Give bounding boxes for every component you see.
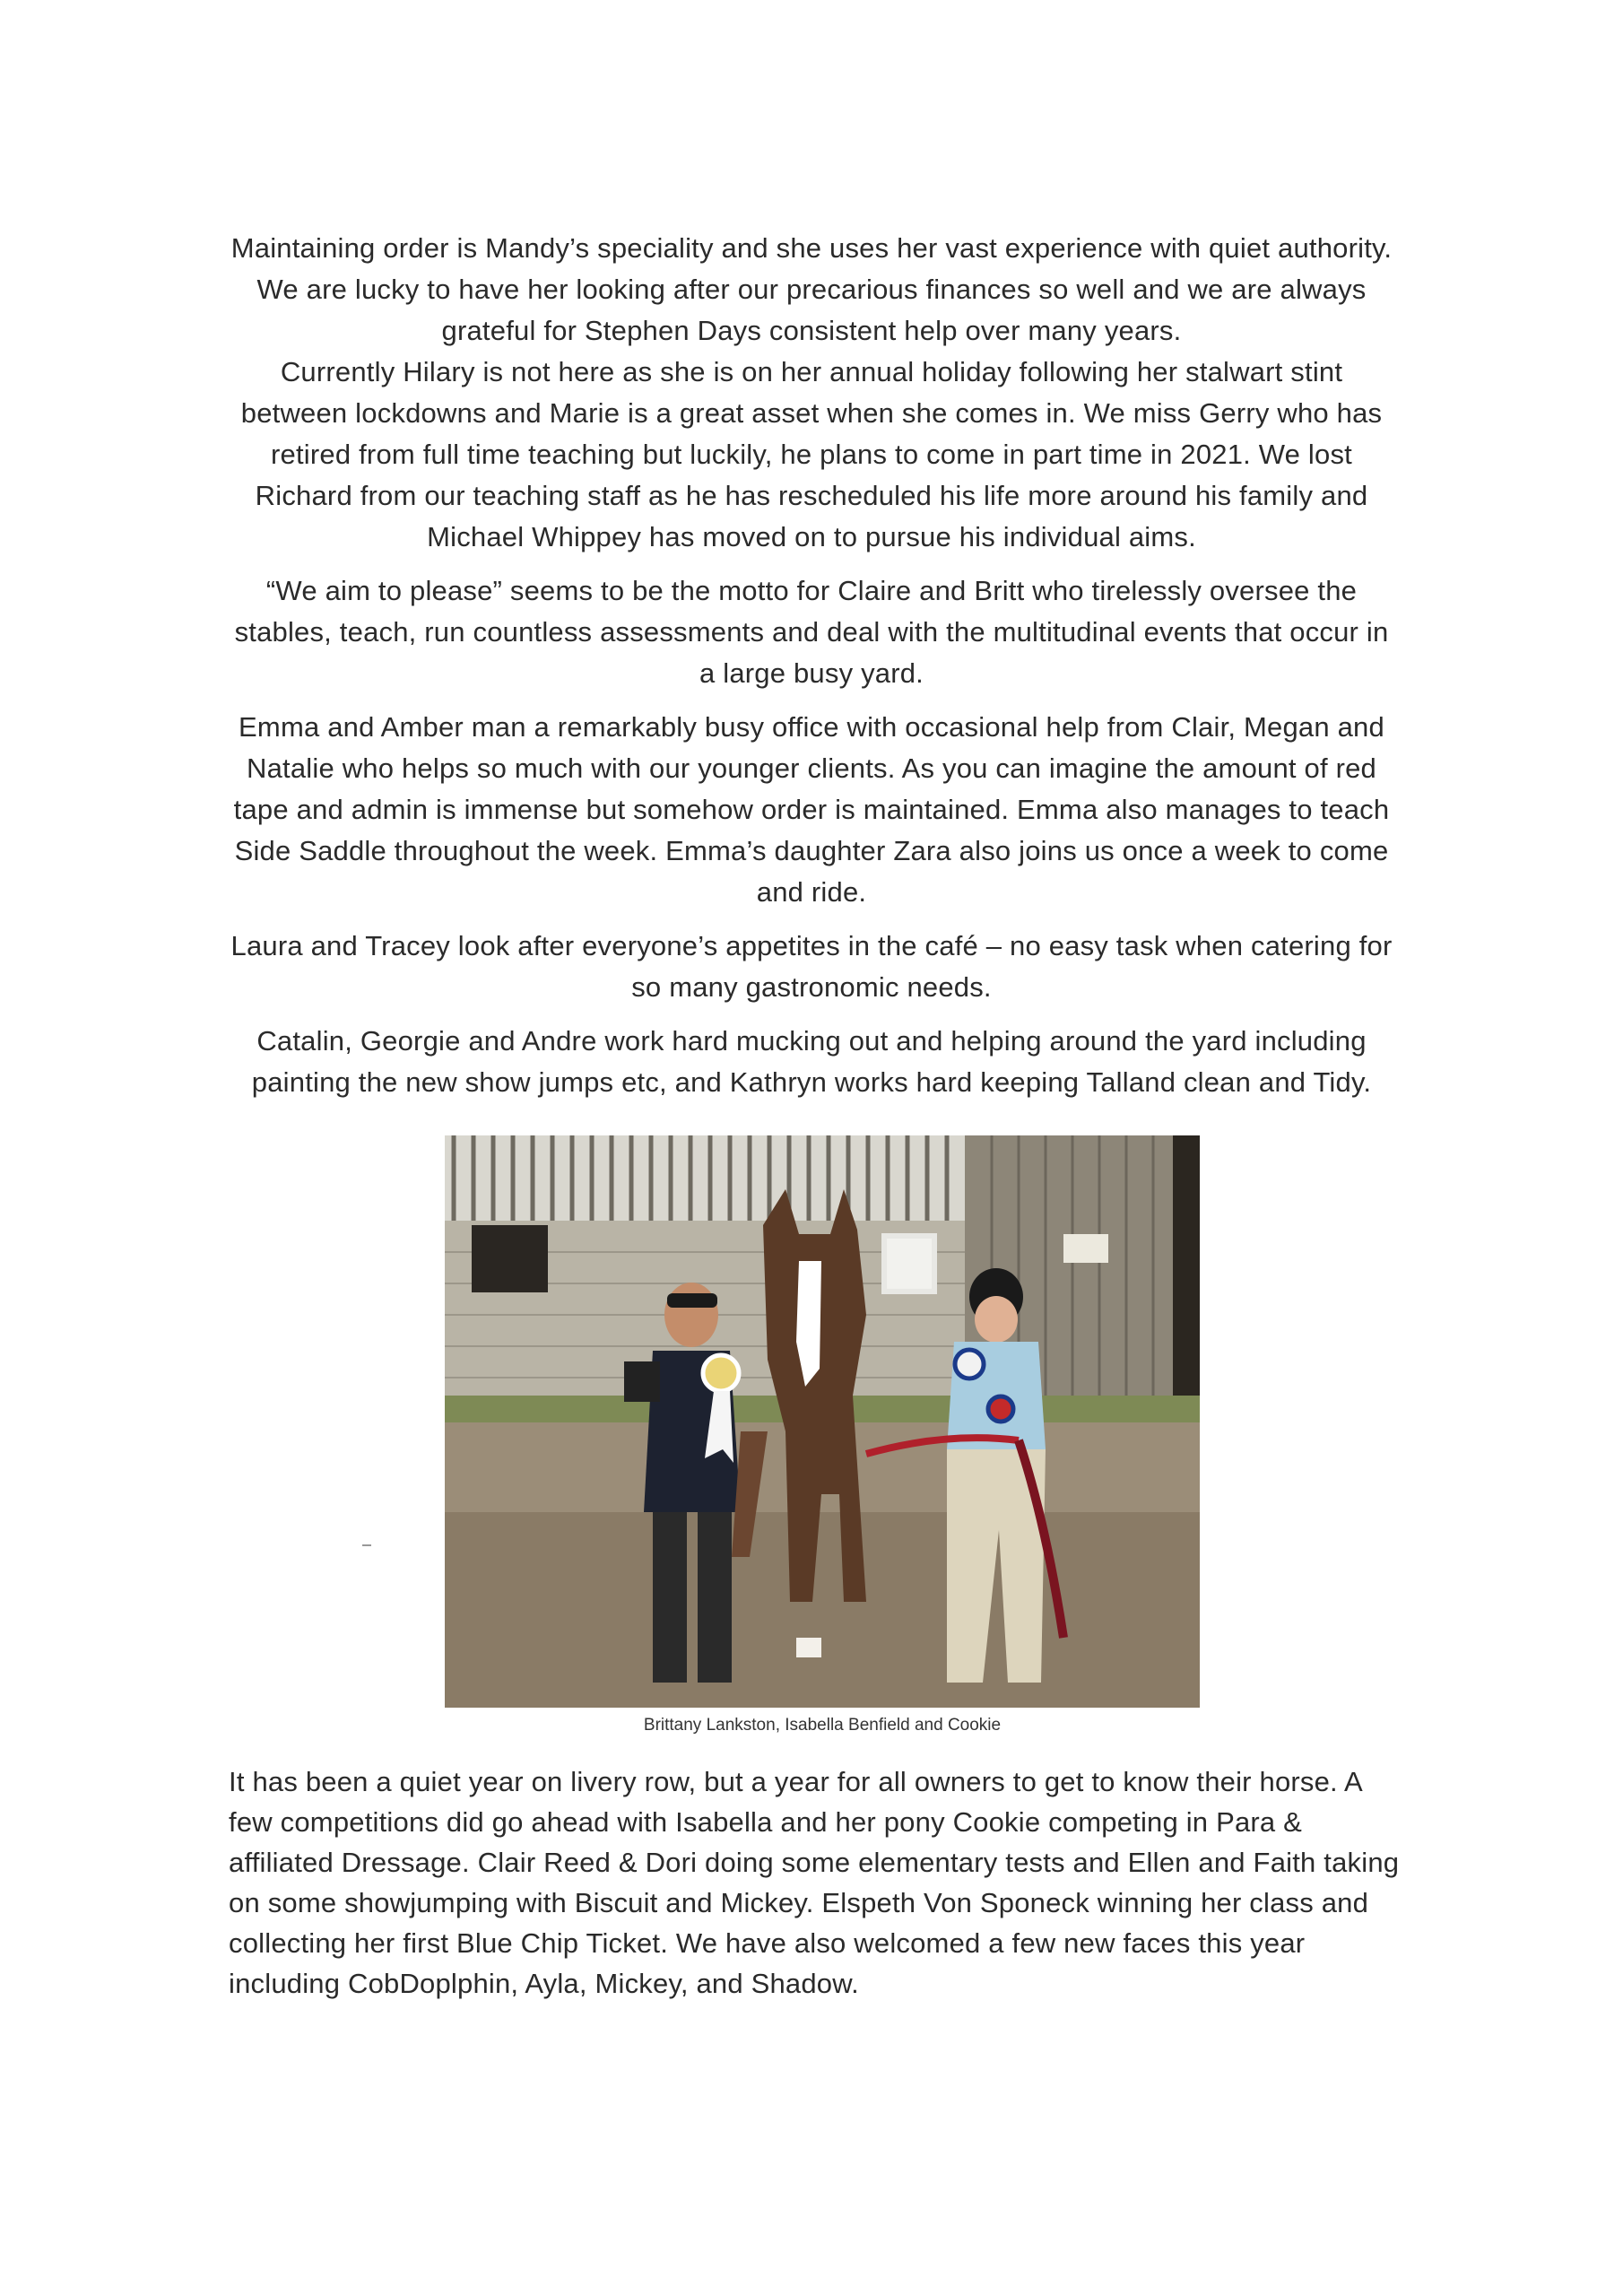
paragraph-hilary: Currently Hilary is not here as she is on her annual holiday following her stalwart stint between lockdowns and Marie is a great asset when she comes in. We miss Gerry who has retired from full time teaching but luckily, he plans to come in part time in 2021. We lost Richard from our teaching staff as he has rescheduled his life more around his family and Michael Whippey has moved on to pursue his individual aims. [240,356,1383,552]
paragraph-emma-amber: Emma and Amber man a remarkably busy office with occasional help from Clair, Megan and Natalie who helps so much with our younger clients. As you can imagine the amount of red tape and admin is immense but somehow order is maintained. Emma also manages to teach Side Saddle throughout the week. Emma’s daughter Zara also joins us once a week to come and ride. [233,711,1390,908]
paragraph-claire-britt: “We aim to please” seems to be the motto for Claire and Britt who tirelessly oversee the stables, teach, run countless assessments and deal with the multitudinal events that occur in a large busy yard. [234,575,1389,689]
paragraph-laura-tracey: Laura and Tracey look after everyone’s appetites in the café – no easy task when catering for so many gastronomic needs. [230,930,1393,1003]
paragraph-catalin: Catalin, Georgie and Andre work hard mucking out and helping around the yard including painting the new show jumps etc, and Kathryn works hard keeping Talland clean and Tidy. [251,1025,1372,1098]
photo-two-riders-with-horse-icon [445,1135,1200,1708]
paragraph-mandy: Maintaining order is Mandy’s speciality and she uses her vast experience with quiet authority. We are lucky to have her looking after our precarious finances so well and we are always grateful for Stephen Days consistent help over many years. [230,232,1393,346]
top-text-section [229,228,1394,1103]
bottom-text-section [229,1761,1412,2004]
scan-mark [362,1544,371,1546]
photo-caption: Brittany Lankston, Isabella Benfield and Cookie [643,1716,1002,1735]
photo [445,1135,1200,1708]
paragraph-livery-row: It has been a quiet year on livery row, but a year for all owners to get to know their horse. A few competitions did go ahead with Isabella and her pony Cookie competing in Para & affiliated Dressage. Clair Reed & Dori doing some elementary tests and Ellen and Faith taking on some showjumping with Biscuit and Mickey. Elspeth Von Sponeck winning her class and collecting her first Blue Chip Ticket. We have also welcomed a few new faces this year including CobDoplphin, Ayla, Mickey, and Shadow. [229,1766,1400,1999]
